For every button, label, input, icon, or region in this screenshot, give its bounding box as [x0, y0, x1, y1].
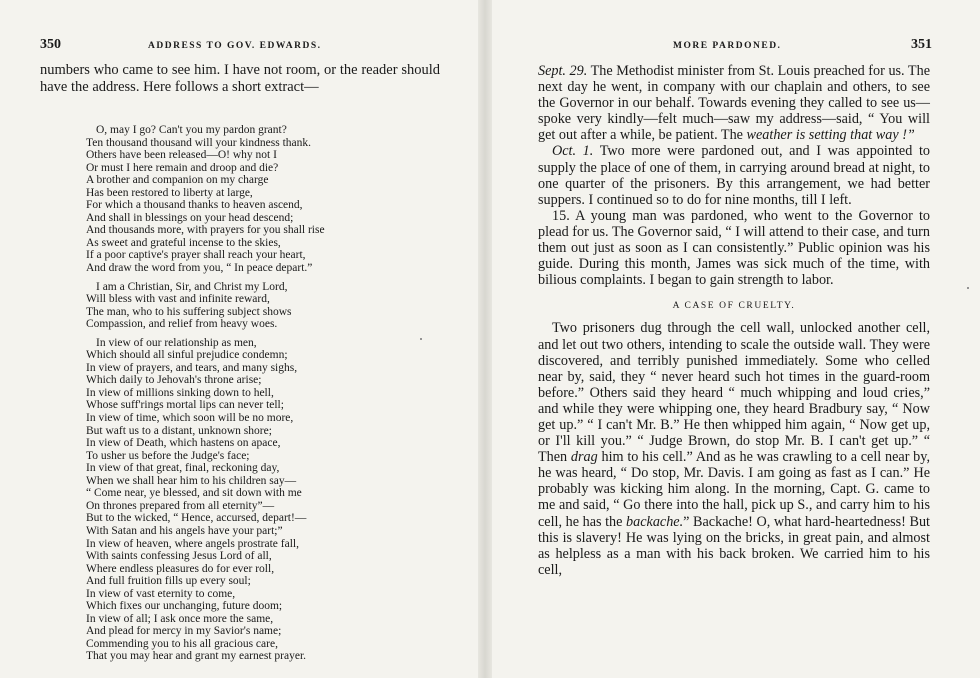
poem-line: And draw the word from you, “ In peace depart.” [86, 262, 313, 275]
poem-line: Which fixes our unchanging, future doom; [86, 600, 283, 613]
paper-speck [967, 287, 969, 289]
paragraph-15: 15. A young man was pardoned, who went to the Governor to plead for us. The Governor said, “ I will attend to their case, and turn them out just as soon as I can consistently.” Public opinion was his guide. During this month, James was sick much of the time, with bilious complaints. I began to gain strength to labor. [538, 207, 930, 289]
poem-line: That you may hear and grant my earnest prayer. [86, 650, 307, 663]
paragraph-oct-1-text: Two more were pardoned out, and I was appointed to supply the place of one of them, in carrying around bread at night, to one quarter of the prisoners. By this arrangement, we had better suppers. I continued so to do for nine months, till I left. [538, 143, 930, 208]
poem-line: For which a thousand thanks to heaven ascend, [86, 199, 303, 212]
paragraph-sept-29-italic: weather is setting that way !” [746, 127, 915, 144]
left-running-title: ADDRESS TO GOV. EDWARDS. [148, 41, 322, 51]
poem-line: With Satan and his angels have your part;” [86, 524, 283, 537]
poem-line: With saints confessing Jesus Lord of all, [86, 550, 272, 563]
poem-stanza [86, 124, 416, 275]
intro-paragraph [40, 62, 440, 95]
poem-line: Commending you to his all gracious care, [86, 637, 278, 650]
paragraph-cruelty-italic-backache: backache. [626, 513, 684, 530]
poem-line: Has been restored to liberty at large, [86, 186, 253, 199]
poem-line: In view of that great, final, reckoning day, [86, 462, 280, 475]
paragraph-cruelty-text-b: him to his cell.” And as he was crawling to a cell near by, he was heard, “ Do stop, Mr. Davis. I am going as fast as I can.” He probably was kicking him along. In the morning, Capt. G. came to me and said, “ Go there into the hall, pick up S., and carry him to his cell, he has the [538, 449, 930, 530]
paragraph-sept-29-text: The Methodist minister from St. Louis preached for us. The next day he went, in company with our chaplain and others, to see the Governor in our behalf. Towards evening they called to see us—spoke very kindly—felt much—saw my address—said, “ You will get out after a while, be patient. The [538, 63, 930, 144]
poem-stanza [86, 337, 416, 663]
right-running-title: MORE PARDONED. [673, 41, 782, 51]
poem-line: But waft us to a distant, unknown shore; [86, 424, 272, 437]
poem-line: “ Come near, ye blessed, and sit down with me [86, 487, 302, 500]
poem-line: Will bless with vast and infinite reward, [86, 293, 270, 306]
left-page-number: 350 [40, 37, 61, 52]
paragraph-cruelty [538, 320, 930, 578]
paragraph-cruelty-italic-drag: drag [570, 449, 598, 466]
right-text-column [538, 63, 930, 578]
paper-speck [420, 338, 422, 340]
poem-line: Compassion, and relief from heavy woes. [86, 318, 278, 331]
poem-line: And full fruition fills up every soul; [86, 575, 251, 588]
poem-line: And plead for mercy in my Savior's name; [86, 625, 282, 638]
poem-line: A brother and companion on my charge [86, 174, 269, 187]
poem-line: On thrones prepared from all eternity”— [86, 499, 275, 512]
poem-stanza [86, 281, 416, 331]
right-page [490, 0, 980, 678]
paragraph-oct-1 [538, 143, 930, 207]
poem [86, 124, 416, 669]
poem-line: I am a Christian, Sir, and Christ my Lord, [96, 280, 288, 293]
poem-line: And shall in blessings on your head descend; [86, 211, 294, 224]
poem-line: Or must I here remain and droop and die? [86, 161, 279, 174]
date-sept-29: Sept. 29. [538, 63, 588, 79]
paragraph-cruelty-text-a: Two prisoners dug through the cell wall, unlocked another cell, and let out two others, intending to scale the outside wall. They were discovered, and terribly punished immediately. Some who celled near by, said, they “ never heard such hot times in the guard-room before.” Others said they heard “ much whipping and loud cries,” and while they were whipping one, they heard Bradbury say, “ Now get up.” “ I can't Mr. B.” He then whipped him again, “ Now get up, or I'll kill you.” “ Judge Brown, do stop Mr. B. I can't get up.” “ Then [538, 320, 930, 466]
poem-line: O, may I go? Can't you my pardon grant? [96, 124, 287, 136]
poem-line: In view of Death, which hastens on apace, [86, 437, 281, 450]
right-page-number: 351 [911, 37, 932, 52]
poem-line: In view of vast eternity to come, [86, 587, 236, 600]
poem-line: When we shall hear him to his children say— [86, 474, 297, 487]
poem-line: In view of all; I ask once more the same, [86, 612, 274, 625]
poem-line: And thousands more, with prayers for you shall rise [86, 224, 325, 237]
poem-line: To usher us before the Judge's face; [86, 449, 250, 462]
paragraph-sept-29 [538, 63, 930, 143]
date-oct-1: Oct. 1. [552, 143, 594, 160]
intro-text: numbers who came to see him. I have not room, or the reader should have the address. Here follows a short extract— [40, 62, 440, 95]
poem-line: Which should all sinful prejudice condemn; [86, 349, 288, 362]
poem-line: Ten thousand thousand will your kindness thank. [86, 136, 312, 149]
poem-line: In view of prayers, and tears, and many sighs, [86, 361, 298, 374]
poem-line: Others have been released—O! why not I [86, 149, 277, 162]
section-heading: A CASE OF CRUELTY. [672, 301, 796, 312]
poem-line: Whose suff'rings mortal lips can never tell; [86, 399, 284, 412]
poem-line: In view of time, which soon will be no more, [86, 412, 294, 425]
left-page [0, 0, 480, 678]
poem-line: As sweet and grateful incense to the skies, [86, 236, 281, 249]
poem-line: Where endless pleasures do for ever roll, [86, 562, 275, 575]
poem-line: But to the wicked, “ Hence, accursed, depart!— [86, 512, 307, 525]
poem-line: In view of heaven, where angels prostrate fall, [86, 537, 299, 550]
poem-line: The man, who to his suffering subject shows [86, 305, 292, 318]
poem-line: In view of millions sinking down to hell, [86, 386, 274, 399]
poem-line: In view of our relationship as men, [96, 336, 257, 349]
paragraph-cruelty-text-c: ” Backache! O, what hard-heartedness! But this is slavery! He was lying on the bricks, in great pain, and almost as helpless as a man with his back broken. We carried him to his cell, [538, 513, 930, 578]
poem-line: If a poor captive's prayer shall reach your heart, [86, 249, 306, 262]
poem-line: Which daily to Jehovah's throne arise; [86, 374, 262, 387]
